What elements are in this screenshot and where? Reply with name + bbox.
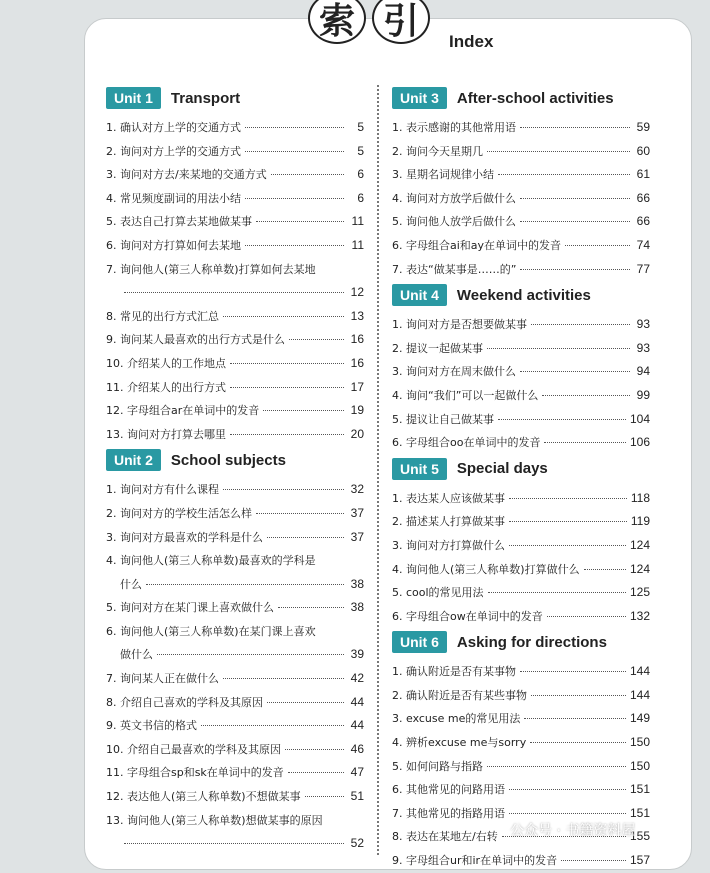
entry-text: 9. 字母组合ur和ir在单词中的发音 <box>392 854 558 868</box>
page-number: 124 <box>629 561 650 576</box>
page-number: 32 <box>350 482 364 497</box>
dot-leader <box>256 221 344 222</box>
index-entry[interactable] <box>392 384 650 408</box>
dot-leader <box>488 592 626 593</box>
index-entry[interactable] <box>392 558 650 582</box>
page-number: 46 <box>350 741 364 756</box>
entry-text-continued: 做什么 <box>120 648 153 662</box>
entry-text: 8. 表达在某地左/右转 <box>392 830 498 844</box>
page-number: 38 <box>350 600 364 615</box>
index-entry[interactable] <box>392 731 650 755</box>
index-entry[interactable] <box>392 360 650 384</box>
page-number: 104 <box>629 411 650 426</box>
unit-name: Asking for directions <box>456 633 607 651</box>
index-entry[interactable] <box>392 140 650 164</box>
entry-text: 2. 询问对方的学校生活怎么样 <box>106 506 252 520</box>
right-column <box>392 84 650 873</box>
index-entry[interactable] <box>106 187 364 211</box>
entry-text: 1. 表示感谢的其他常用语 <box>392 121 516 134</box>
dot-leader <box>520 371 630 372</box>
index-entry[interactable] <box>106 116 364 140</box>
index-entry[interactable] <box>106 399 364 423</box>
dot-leader <box>285 749 344 750</box>
entry-text: 13. 询问他人(第三人称单数)想做某事的原因 <box>106 813 323 827</box>
entry-text: 13. 询问对方打算去哪里 <box>106 427 226 441</box>
dot-leader <box>547 616 626 617</box>
index-entry[interactable] <box>106 785 364 809</box>
page-number: 99 <box>636 387 650 402</box>
dot-leader <box>245 151 344 152</box>
page-number: 20 <box>350 426 364 441</box>
index-title <box>308 0 436 52</box>
entry-text: 6. 字母组合ow在单词中的发音 <box>392 609 543 623</box>
index-entry[interactable] <box>106 596 364 620</box>
page-number: 132 <box>629 608 650 623</box>
dot-leader <box>531 324 630 325</box>
entry-text: 5. 提议让自己做某事 <box>392 412 494 426</box>
index-entry[interactable] <box>392 210 650 234</box>
entry-text: 2. 询问对方上学的交通方式 <box>106 144 241 158</box>
page-number: 5 <box>357 120 364 134</box>
page-number: 17 <box>350 379 364 394</box>
dot-leader <box>520 127 630 128</box>
entry-text: 5. cool的常见用法 <box>392 586 484 600</box>
entry-text: 3. 询问对方去/来某地的交通方式 <box>106 168 267 182</box>
dot-leader <box>544 442 626 443</box>
index-entry[interactable] <box>392 605 650 629</box>
index-entry[interactable] <box>106 761 364 785</box>
unit-name: Weekend activities <box>456 286 591 304</box>
entry-text: 12. 表达他人(第三人称单数)不想做某事 <box>106 790 301 804</box>
index-entry[interactable] <box>106 667 364 691</box>
page-number: 6 <box>357 167 364 182</box>
page-number: 124 <box>629 537 650 552</box>
page-number: 11 <box>351 237 364 252</box>
title-char-2: 引 <box>372 0 430 44</box>
index-entry[interactable] <box>106 328 364 352</box>
page-number: 151 <box>629 805 650 820</box>
index-entry[interactable] <box>106 352 364 376</box>
page-number: 16 <box>350 355 364 370</box>
page-number: 144 <box>629 687 650 702</box>
dot-leader <box>245 198 344 199</box>
page-number: 39 <box>350 647 364 662</box>
index-entry[interactable] <box>392 510 650 534</box>
entry-text: 1. 表达某人应该做某事 <box>392 491 505 505</box>
page-number: 5 <box>357 143 364 158</box>
dot-leader <box>223 316 344 317</box>
dot-leader <box>520 221 630 222</box>
page-number: 94 <box>636 364 650 379</box>
entry-text: 7. 其他常见的指路用语 <box>392 806 505 820</box>
unit-heading <box>392 281 650 309</box>
column-divider <box>377 85 379 855</box>
left-column <box>106 84 364 856</box>
dot-leader <box>498 174 630 175</box>
index-entry[interactable] <box>392 755 650 779</box>
dot-leader <box>530 742 626 743</box>
page-number: 6 <box>357 190 364 205</box>
entry-text: 11. 介绍某人的出行方式 <box>106 380 226 394</box>
page-number: 11 <box>351 214 364 229</box>
page-number: 44 <box>350 694 364 709</box>
entry-text: 7. 询问某人正在做什么 <box>106 672 219 686</box>
entry-text: 6. 询问对方打算如何去某地 <box>106 238 241 252</box>
dot-leader <box>245 127 344 128</box>
entry-text: 9. 英文书信的格式 <box>106 719 197 733</box>
index-entry[interactable] <box>106 738 364 762</box>
dot-leader <box>520 269 630 270</box>
entry-text: 8. 常见的出行方式汇总 <box>106 309 219 323</box>
entry-text: 12. 字母组合ar在单词中的发音 <box>106 404 260 418</box>
index-entry[interactable] <box>106 163 364 187</box>
title-english: Index <box>449 32 494 51</box>
page-number: 47 <box>350 765 364 780</box>
entry-text: 10. 介绍自己最喜欢的学科及其原因 <box>106 742 281 756</box>
unit-heading <box>392 455 650 483</box>
dot-leader <box>245 245 344 246</box>
entry-text: 4. 询问“我们”可以一起做什么 <box>392 388 539 402</box>
dot-leader <box>498 419 626 420</box>
index-entry[interactable] <box>106 502 364 526</box>
title-char-1: 索 <box>308 0 366 44</box>
unit-heading <box>106 84 364 112</box>
entry-text: 2. 询问今天星期几 <box>392 144 483 158</box>
unit-badge: Unit 6 <box>392 631 447 653</box>
page-number: 42 <box>350 671 364 686</box>
index-entry[interactable] <box>392 707 650 731</box>
dot-leader <box>305 796 344 797</box>
unit-badge: Unit 4 <box>392 284 447 306</box>
index-entry[interactable] <box>106 234 364 258</box>
page-number: 93 <box>636 317 650 332</box>
unit-name: After-school activities <box>456 89 614 107</box>
dot-leader <box>531 695 626 696</box>
dot-leader <box>289 339 344 340</box>
dot-leader <box>263 410 344 411</box>
entry-text: 1. 确认附近是否有某事物 <box>392 665 516 679</box>
dot-leader <box>509 545 626 546</box>
page-number: 118 <box>630 490 650 505</box>
page-number: 150 <box>629 735 650 750</box>
page-number: 13 <box>350 308 364 323</box>
dot-leader <box>565 245 630 246</box>
index-entry[interactable] <box>392 581 650 605</box>
page-number: 149 <box>629 711 650 726</box>
dot-leader <box>584 569 626 570</box>
dot-leader <box>223 678 344 679</box>
dot-leader <box>223 489 344 490</box>
entry-text: 6. 询问他人(第三人称单数)在某门课上喜欢 <box>106 624 316 638</box>
page-number: 59 <box>636 120 650 134</box>
entry-text: 11. 字母组合sp和sk在单词中的发音 <box>106 766 284 780</box>
unit-heading <box>106 446 364 474</box>
index-entry[interactable] <box>106 714 364 738</box>
index-entry[interactable] <box>392 660 650 684</box>
page-number: 106 <box>629 435 650 450</box>
page-number: 93 <box>636 340 650 355</box>
page-number: 19 <box>350 403 364 418</box>
entry-text: 4. 询问他人(第三人称单数)最喜欢的学科是 <box>106 554 316 568</box>
dot-leader <box>542 395 630 396</box>
page-number: 151 <box>629 782 650 797</box>
page-number: 37 <box>350 529 364 544</box>
dot-leader <box>271 174 344 175</box>
page-number: 66 <box>636 214 650 229</box>
page-number: 66 <box>636 190 650 205</box>
entry-text: 4. 询问对方放学后做什么 <box>392 191 516 205</box>
entry-text: 1. 确认对方上学的交通方式 <box>106 121 241 134</box>
dot-leader <box>487 151 630 152</box>
page-number: 38 <box>350 576 364 591</box>
index-entry[interactable] <box>106 258 364 305</box>
dot-leader <box>561 860 626 861</box>
entry-text: 6. 字母组合oo在单词中的发音 <box>392 436 541 450</box>
unit-name: Transport <box>170 89 241 107</box>
index-entry[interactable] <box>106 691 364 715</box>
index-entry[interactable] <box>392 431 650 455</box>
page-number: 61 <box>636 167 650 182</box>
entry-text-continued: 什么 <box>120 577 142 591</box>
page-number: 44 <box>350 718 364 733</box>
dot-leader <box>267 702 344 703</box>
unit-name: Special days <box>456 460 548 478</box>
index-entry[interactable] <box>106 478 364 502</box>
dot-leader <box>201 725 344 726</box>
dot-leader <box>524 718 626 719</box>
index-entry[interactable] <box>392 116 650 140</box>
entry-text: 7. 表达“做某事是……的” <box>392 262 517 276</box>
watermark: 公众号 · 书籍资料屋 <box>510 823 636 839</box>
index-entry[interactable] <box>392 778 650 802</box>
entry-text: 5. 如何问路与指路 <box>392 759 483 773</box>
index-entry[interactable] <box>106 305 364 329</box>
entry-text: 6. 字母组合ai和ay在单词中的发音 <box>392 238 562 252</box>
entry-text: 7. 询问他人(第三人称单数)打算如何去某地 <box>106 262 316 276</box>
dot-leader <box>520 198 630 199</box>
unit-badge: Unit 2 <box>106 449 161 471</box>
dot-leader <box>278 607 344 608</box>
entry-text: 4. 常见频度副词的用法小结 <box>106 191 241 205</box>
entry-text: 2. 确认附近是否有某些事物 <box>392 688 527 702</box>
index-entry[interactable] <box>392 313 650 337</box>
page-number: 157 <box>629 853 650 868</box>
entry-text: 1. 询问对方是否想要做某事 <box>392 318 527 332</box>
index-entry[interactable] <box>106 423 364 447</box>
entry-text: 1. 询问对方有什么课程 <box>106 483 219 497</box>
index-entry[interactable] <box>392 258 650 282</box>
dot-leader <box>230 434 344 435</box>
index-entry[interactable] <box>106 526 364 550</box>
page-number: 12 <box>350 285 364 300</box>
entry-text: 9. 询问某人最喜欢的出行方式是什么 <box>106 333 285 347</box>
index-entry[interactable] <box>106 376 364 400</box>
index-entry[interactable] <box>106 140 364 164</box>
entry-text: 8. 介绍自己喜欢的学科及其原因 <box>106 695 263 709</box>
page-number: 125 <box>629 585 650 600</box>
index-entry[interactable] <box>392 487 650 511</box>
page-number: 37 <box>350 505 364 520</box>
page-number: 51 <box>350 789 364 804</box>
page-number: 77 <box>636 261 650 276</box>
unit-badge: Unit 5 <box>392 458 447 480</box>
dot-leader <box>256 513 344 514</box>
index-entry[interactable] <box>392 187 650 211</box>
index-entry[interactable] <box>106 210 364 234</box>
page-number: 60 <box>636 143 650 158</box>
index-entry[interactable] <box>392 534 650 558</box>
unit-badge: Unit 1 <box>106 87 161 109</box>
entry-text: 6. 其他常见的问路用语 <box>392 783 505 797</box>
dot-leader <box>509 813 626 814</box>
dot-leader <box>509 521 627 522</box>
dot-leader <box>509 789 626 790</box>
dot-leader <box>487 348 630 349</box>
page-number: 16 <box>350 332 364 347</box>
index-entry[interactable] <box>106 809 364 856</box>
entry-text: 3. excuse me的常见用法 <box>392 712 521 726</box>
entry-text: 3. 星期名词规律小结 <box>392 168 494 182</box>
entry-text: 5. 表达自己打算去某地做某事 <box>106 215 252 229</box>
entry-text: 2. 描述某人打算做某事 <box>392 515 505 529</box>
entry-text: 4. 辨析excuse me与sorry <box>392 736 527 750</box>
entry-text: 10. 介绍某人的工作地点 <box>106 356 226 370</box>
unit-heading <box>392 84 650 112</box>
dot-leader <box>288 772 344 773</box>
index-entry[interactable] <box>106 549 364 596</box>
unit-heading <box>392 628 650 656</box>
dot-leader <box>124 843 344 844</box>
dot-leader <box>267 537 344 538</box>
dot-leader <box>230 363 344 364</box>
index-entry[interactable] <box>392 234 650 258</box>
dot-leader <box>146 584 344 585</box>
index-entry[interactable] <box>392 408 650 432</box>
entry-text: 3. 询问对方在周末做什么 <box>392 365 516 379</box>
page-number: 155 <box>629 829 650 844</box>
index-entry[interactable] <box>392 849 650 873</box>
index-entry[interactable] <box>392 163 650 187</box>
entry-text: 3. 询问对方最喜欢的学科是什么 <box>106 530 263 544</box>
dot-leader <box>230 387 344 388</box>
dot-leader <box>509 498 627 499</box>
index-entry[interactable] <box>392 337 650 361</box>
unit-badge: Unit 3 <box>392 87 447 109</box>
entry-text: 4. 询问他人(第三人称单数)打算做什么 <box>392 562 580 576</box>
dot-leader <box>157 654 344 655</box>
index-entry[interactable] <box>392 684 650 708</box>
page-number: 144 <box>629 664 650 679</box>
dot-leader <box>520 671 626 672</box>
page-number: 119 <box>630 514 650 529</box>
entry-text: 2. 提议一起做某事 <box>392 341 483 355</box>
page-number: 52 <box>350 836 364 851</box>
page-number: 74 <box>636 237 650 252</box>
entry-text: 5. 询问对方在某门课上喜欢做什么 <box>106 601 274 615</box>
index-entry[interactable] <box>106 620 364 667</box>
page-number: 150 <box>629 758 650 773</box>
dot-leader <box>487 766 626 767</box>
entry-text: 3. 询问对方打算做什么 <box>392 538 505 552</box>
dot-leader <box>124 292 344 293</box>
entry-text: 5. 询问他人放学后做什么 <box>392 215 516 229</box>
unit-name: School subjects <box>170 451 286 469</box>
